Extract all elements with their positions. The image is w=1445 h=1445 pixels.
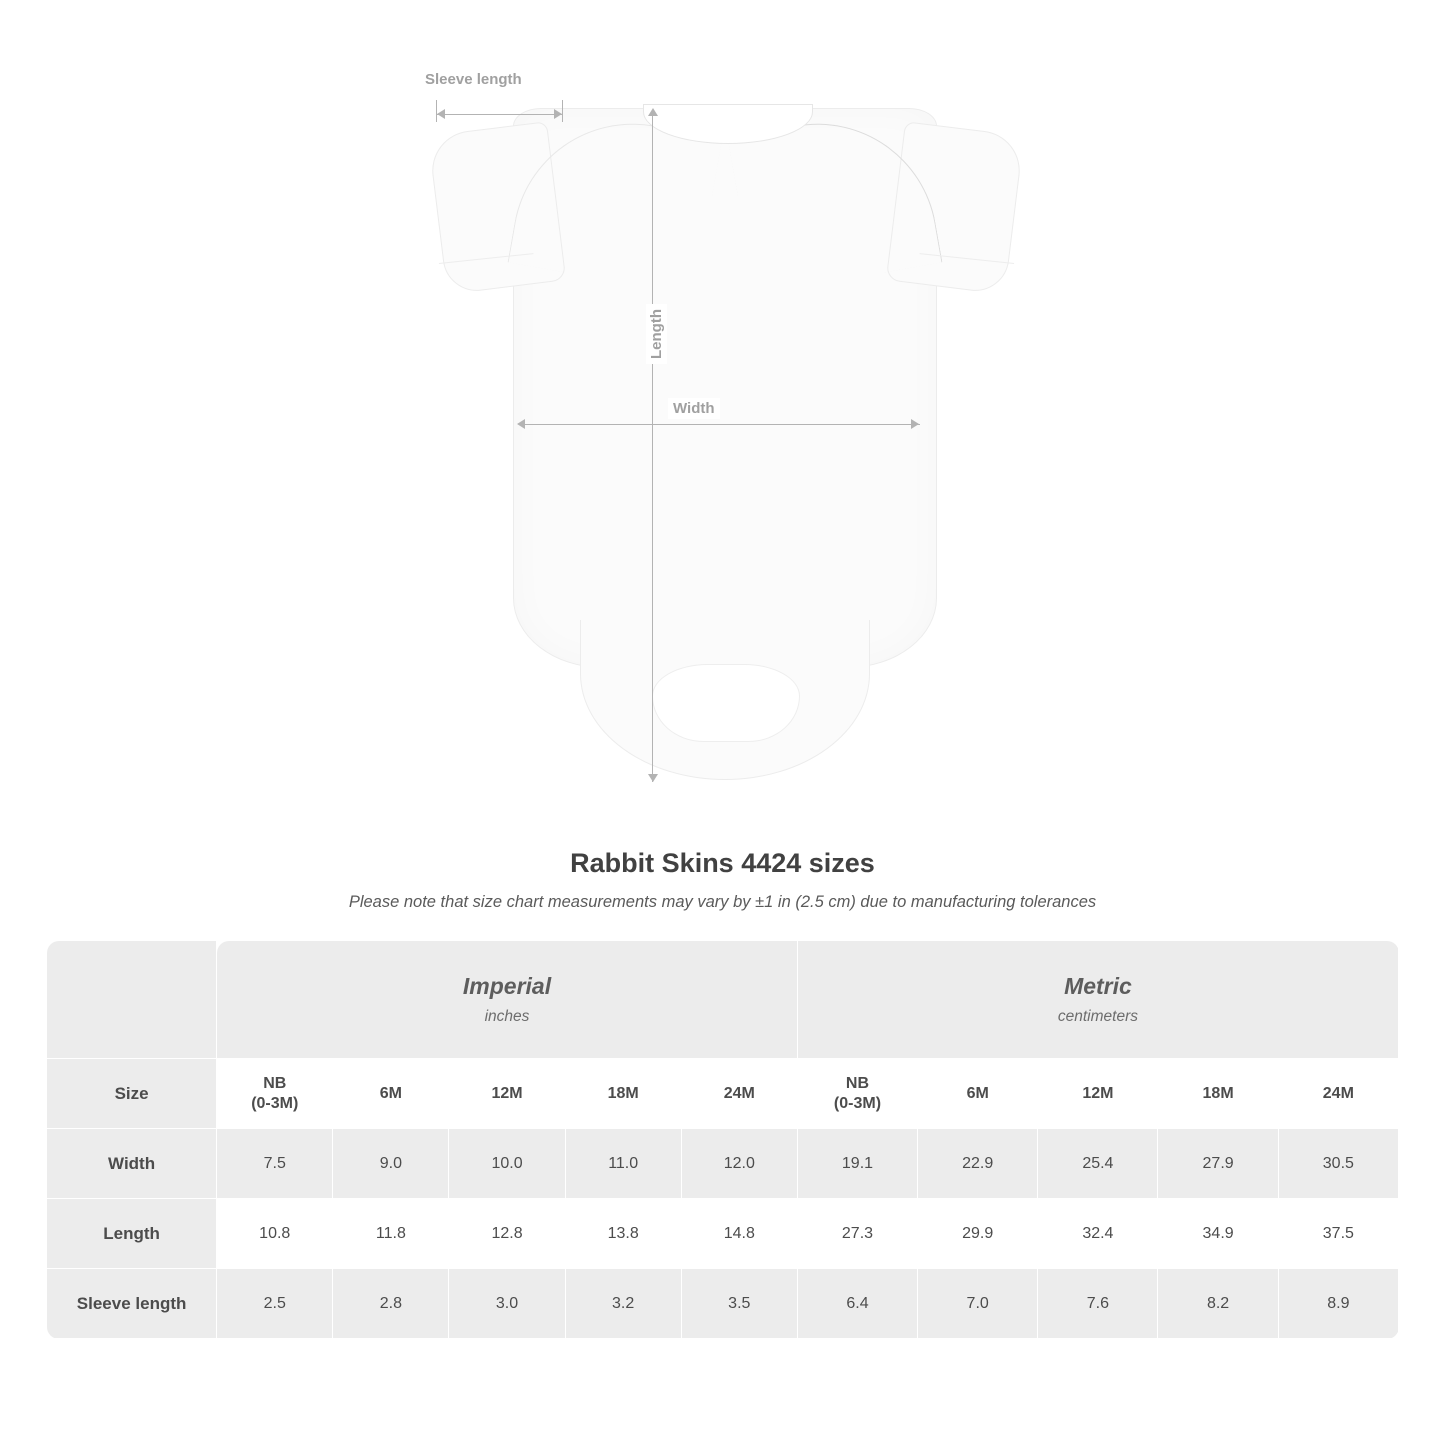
table-row bbox=[47, 1269, 1399, 1339]
size-chart-table-wrapper bbox=[0, 912, 1445, 1339]
length-measure-line bbox=[652, 110, 653, 782]
unit-sub-imperial: inches bbox=[484, 1008, 530, 1025]
cell-sleeve-24m-in: 3.5 bbox=[681, 1269, 797, 1339]
sleeve-measure-arrow-right bbox=[554, 109, 562, 119]
cell-sleeve-6m-in: 2.8 bbox=[333, 1269, 449, 1339]
cell-length-6m-in: 11.8 bbox=[333, 1199, 449, 1269]
column-header-6m-imperial: 6M bbox=[333, 1059, 449, 1129]
column-header-6m-metric: 6M bbox=[918, 1059, 1038, 1129]
column-header-18m-imperial: 18M bbox=[565, 1059, 681, 1129]
chart-header bbox=[0, 848, 1445, 912]
column-header-12m-metric: 12M bbox=[1038, 1059, 1158, 1129]
width-measure-arrow-left bbox=[517, 419, 525, 429]
cell-length-18m-cm: 34.9 bbox=[1158, 1199, 1278, 1269]
cell-width-24m-cm: 30.5 bbox=[1278, 1129, 1398, 1199]
cell-sleeve-18m-cm: 8.2 bbox=[1158, 1269, 1278, 1339]
column-header-line1: NB bbox=[845, 1074, 870, 1092]
column-header-18m-metric: 18M bbox=[1158, 1059, 1278, 1129]
cell-length-nb-in: 10.8 bbox=[217, 1199, 333, 1269]
row-label-length: Length bbox=[47, 1199, 217, 1269]
unit-header-metric bbox=[797, 941, 1398, 1059]
cell-width-18m-cm: 27.9 bbox=[1158, 1129, 1278, 1199]
cell-width-24m-in: 12.0 bbox=[681, 1129, 797, 1199]
cell-width-12m-in: 10.0 bbox=[449, 1129, 565, 1199]
length-measure-arrow-bottom bbox=[648, 774, 658, 782]
column-header-nb-metric bbox=[797, 1059, 917, 1129]
cell-length-12m-cm: 32.4 bbox=[1038, 1199, 1158, 1269]
cell-width-nb-cm: 19.1 bbox=[797, 1129, 917, 1199]
column-header-24m-metric: 24M bbox=[1278, 1059, 1398, 1129]
cell-sleeve-12m-in: 3.0 bbox=[449, 1269, 565, 1339]
cell-length-12m-in: 12.8 bbox=[449, 1199, 565, 1269]
cell-sleeve-24m-cm: 8.9 bbox=[1278, 1269, 1398, 1339]
column-header-line2: (0-3M) bbox=[251, 1094, 299, 1112]
table-row bbox=[47, 1199, 1399, 1269]
column-header-line1: NB bbox=[263, 1074, 287, 1092]
cell-width-18m-in: 11.0 bbox=[565, 1129, 681, 1199]
table-row bbox=[47, 1129, 1399, 1199]
length-label: Length bbox=[646, 304, 667, 364]
cell-width-nb-in: 7.5 bbox=[217, 1129, 333, 1199]
row-label-width: Width bbox=[47, 1129, 217, 1199]
unit-header-row bbox=[47, 941, 1399, 1059]
header-size: Size bbox=[47, 1059, 217, 1129]
width-measure-line bbox=[519, 424, 920, 425]
column-header-nb-imperial bbox=[217, 1059, 333, 1129]
cell-sleeve-nb-cm: 6.4 bbox=[797, 1269, 917, 1339]
width-label: Width bbox=[668, 398, 720, 419]
cell-length-6m-cm: 29.9 bbox=[918, 1199, 1038, 1269]
row-label-sleeve-length: Sleeve length bbox=[47, 1269, 217, 1339]
unit-header-imperial bbox=[217, 941, 798, 1059]
unit-sub-metric: centimeters bbox=[1057, 1008, 1138, 1025]
unit-name-metric: Metric bbox=[1064, 973, 1132, 999]
cell-length-nb-cm: 27.3 bbox=[797, 1199, 917, 1269]
sleeve-length-label: Sleeve length bbox=[420, 69, 527, 90]
sleeve-measure-arrow-left bbox=[437, 109, 445, 119]
page-title: Rabbit Skins 4424 sizes bbox=[570, 848, 875, 878]
width-measure-arrow-right bbox=[911, 419, 919, 429]
length-measure-arrow-top bbox=[648, 108, 658, 116]
sleeve-measure-line bbox=[436, 114, 562, 115]
cell-length-18m-in: 13.8 bbox=[565, 1199, 681, 1269]
cell-sleeve-18m-in: 3.2 bbox=[565, 1269, 681, 1339]
cell-width-6m-in: 9.0 bbox=[333, 1129, 449, 1199]
column-header-24m-imperial: 24M bbox=[681, 1059, 797, 1129]
size-chart-table bbox=[46, 940, 1399, 1339]
column-header-line2: (0-3M) bbox=[833, 1094, 882, 1112]
cell-length-24m-in: 14.8 bbox=[681, 1199, 797, 1269]
tolerance-note: Please note that size chart measurements may vary by ±1 in (2.5 cm) due to manufacturing tolerances bbox=[348, 893, 1097, 911]
unit-name-imperial: Imperial bbox=[462, 973, 552, 999]
cell-sleeve-6m-cm: 7.0 bbox=[918, 1269, 1038, 1339]
cell-length-24m-cm: 37.5 bbox=[1278, 1199, 1398, 1269]
unit-header-corner bbox=[47, 941, 217, 1059]
column-header-12m-imperial: 12M bbox=[449, 1059, 565, 1129]
cell-sleeve-nb-in: 2.5 bbox=[217, 1269, 333, 1339]
size-header-row bbox=[47, 1059, 1399, 1129]
cell-width-12m-cm: 25.4 bbox=[1038, 1129, 1158, 1199]
bodysuit-leg-opening bbox=[652, 664, 800, 742]
cell-sleeve-12m-cm: 7.6 bbox=[1038, 1269, 1158, 1339]
cell-width-6m-cm: 22.9 bbox=[918, 1129, 1038, 1199]
sleeve-measure-cap-right bbox=[562, 100, 563, 122]
